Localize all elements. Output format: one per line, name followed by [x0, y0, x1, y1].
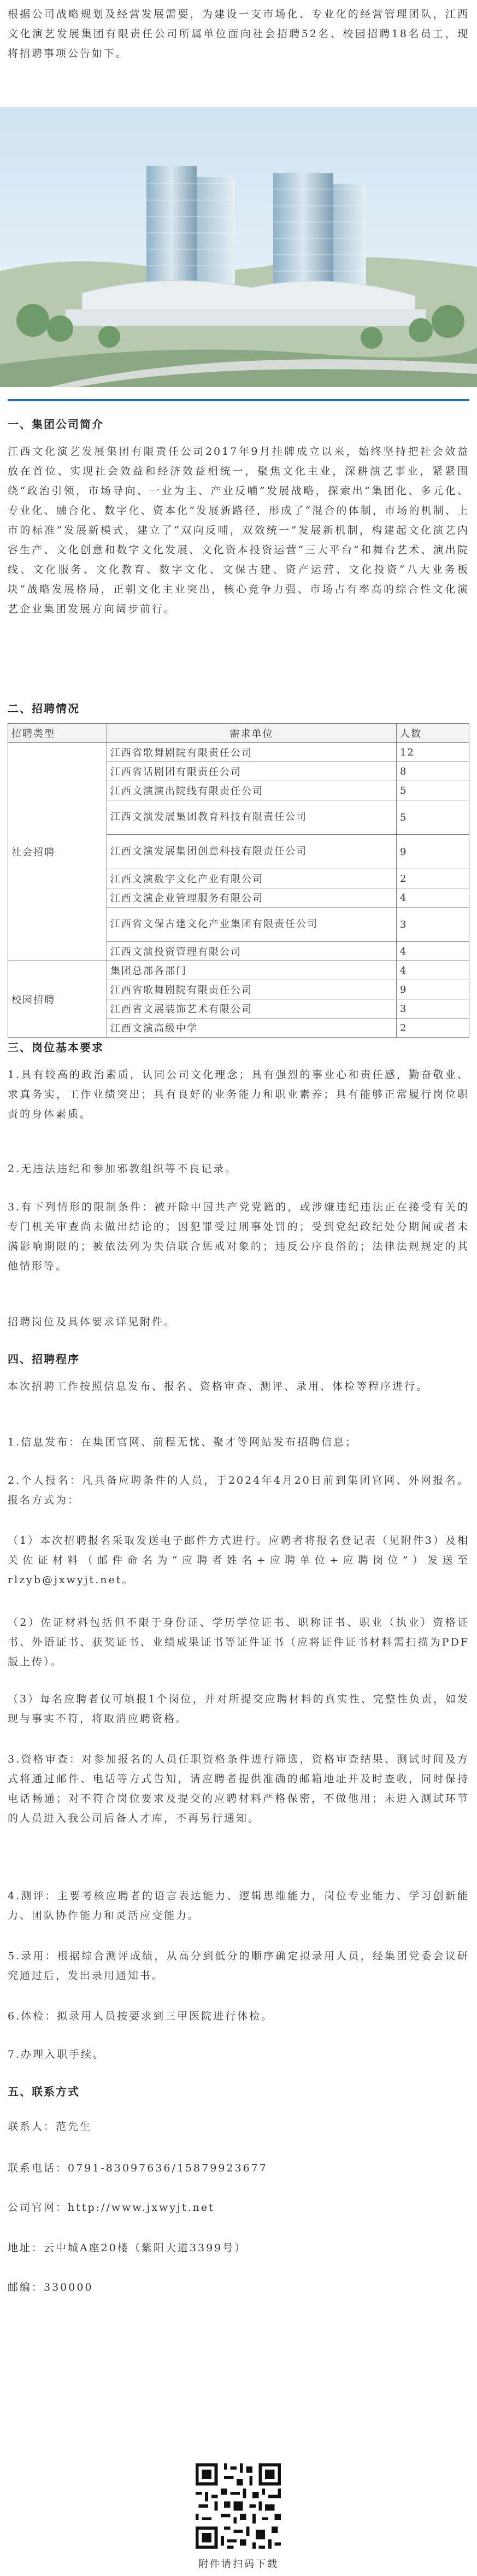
postcode: 邮编：330000 — [8, 2281, 93, 2293]
procedure-step-4: 4.测评：主要考核应聘者的语言表达能力、逻辑思维能力，岗位专业能力、学习创新能力、团队协作能力和灵活应变能力。 — [8, 1890, 469, 1922]
count-cell: 9 — [397, 980, 469, 999]
procedure-intro: 本次招聘工作按照信息发布、报名、资格审查、测评、录用、体检等程序进行。 — [8, 1380, 429, 1392]
table-header-row — [8, 724, 469, 743]
unit-cell: 江西文演企业管理服务有限公司 — [107, 888, 397, 908]
recruit-type-cell: 校园招聘 — [8, 961, 107, 1038]
count-cell: 4 — [397, 942, 469, 961]
unit-cell: 江西文演发展集团创意科技有限责任公司 — [107, 835, 397, 869]
procedure-step-2: 2.个人报名：凡具备应聘条件的人员，于2024年4月20日前到集团官网、外网报名。报名方式为： — [8, 1474, 469, 1506]
contact-person: 联系人：范先生 — [8, 2121, 92, 2133]
count-cell: 5 — [397, 781, 469, 800]
recruit-type-cell: 社会招聘 — [8, 743, 107, 961]
section-divider — [8, 399, 469, 401]
column-header: 人数 — [397, 724, 469, 743]
unit-cell: 江西文演演出院线有限责任公司 — [107, 781, 397, 800]
unit-cell: 江西省文展装饰艺术有限公司 — [107, 999, 397, 1018]
requirement-note: 招聘岗位及具体要求详见附件。 — [8, 1316, 176, 1328]
company-website[interactable]: 公司官网：http://www.jxwyjt.net — [8, 2202, 215, 2214]
table-row — [8, 743, 469, 762]
column-header: 需求单位 — [107, 724, 397, 743]
requirement-3: 3.有下列情形的限制条件：被开除中国共产党党籍的，或涉嫌违纪违法正在接受有关的专门机关审查尚未做出结论的；因犯罪受过刑事处罚的；受到党纪政纪处分期间或者未满影响期限的；被依法列为失信联合惩戒对象的；违反公序良俗的；法律法规规定的其他情形等。 — [8, 1201, 469, 1272]
section-4-heading: 四、招聘程序 — [8, 1353, 80, 1366]
section-1-heading: 一、集团公司简介 — [8, 418, 104, 431]
building-rendering-image — [0, 107, 477, 387]
count-cell: 9 — [397, 835, 469, 869]
count-cell: 3 — [397, 908, 469, 942]
section-3-heading: 三、岗位基本要求 — [8, 1041, 104, 1054]
unit-cell: 江西省文保古建文化产业集团有限责任公司 — [107, 908, 397, 942]
count-cell: 2 — [397, 1018, 469, 1038]
section-1-body: 江西文化演艺发展集团有限责任公司2017年9月挂牌成立以来，始终坚持把社会效益放在首位、实现社会效益和经济效益相统一，聚焦文化主业，深耕演艺事业，紧紧围绕“政治引领，市场导向、一业为主、产业反哺”发展战略，探索出“集团化、多元化、专业化、融合化、数字化、资本化”发展新路径，形成了“混合的体制，市场的机制、上市的标准”发展新模式，建立了“双向反哺，双效统一”发展新机制，构建起文化演艺内容生产、文化创意和数字文化发展、文化资本投资运营“三大平台”和舞台艺术、演出院线、文化服务、文化教育、数字文化、文保古建、资产运营、文化投资“八大业务板块”战略发展格局，正朝文化主业突出，核心竞争力强、市场占有率高的综合性文化演艺企业集团发展方向阔步前行。 — [8, 446, 469, 615]
qr-caption: 附件请扫码下载 — [198, 2559, 279, 2570]
unit-cell: 集团总部各部门 — [107, 961, 397, 980]
procedure-step-3: 3.资格审查：对参加报名的人员任职资格条件进行筛选，资格审查结果、测试时间及方式将通过邮件、电话等方式告知，请应聘者提供准确的邮箱地址并及时查收，同时保持电话畅通；对不符合岗位要求及提交的应聘材料严格保密，不做他用；未进入测试环节的人员进入我公司后备人才库，不再另行通知。 — [8, 1753, 469, 1824]
contact-phone: 联系电话：0791-83097636/15879923677 — [8, 2162, 268, 2174]
unit-cell: 江西文演投资管理有限公司 — [107, 942, 397, 961]
count-cell: 4 — [397, 961, 469, 980]
procedure-step-2-3: （3）每名应聘者仅可填报1个岗位，并对所提交应聘材料的真实性、完整性负责，如发现与事实不符，将取消应聘资格。 — [8, 1693, 469, 1725]
procedure-step-1: 1.信息发布：在集团官网、前程无忧、聚才等网站发布招聘信息； — [8, 1436, 358, 1448]
count-cell: 2 — [397, 869, 469, 888]
count-cell: 12 — [397, 743, 469, 762]
column-header: 招聘类型 — [8, 724, 107, 743]
section-2-heading: 二、招聘情况 — [8, 702, 80, 715]
procedure-step-5: 5.录用：根据综合测评成绩，从高分到低分的顺序确定拟录用人员，经集团党委会议研究通过后，发出录用通知书。 — [8, 1950, 469, 1982]
count-cell: 5 — [397, 800, 469, 835]
requirement-1: 1.具有较高的政治素质，认同公司文化理念；具有强烈的事业心和责任感，勤奋敬业、求真务实，工作业绩突出；具有良好的业务能力和职业素养；具有能够正常履行岗位职责的身体素质。 — [8, 1069, 469, 1120]
table-row — [8, 961, 469, 980]
procedure-step-7: 7.办理入职手续。 — [8, 2048, 105, 2060]
count-cell: 4 — [397, 888, 469, 908]
section-5-heading: 五、联系方式 — [8, 2085, 80, 2098]
unit-cell: 江西省歌舞剧院有限责任公司 — [107, 743, 397, 762]
unit-cell: 江西文演发展集团教育科技有限责任公司 — [107, 800, 397, 835]
intro-paragraph: 根据公司战略规划及经营发展需要，为建设一支市场化、专业化的经营管理团队，江西文化演艺发展集团有限责任公司所属单位面向社会招聘52名、校园招聘18名员工，现将招聘事项公告如下。 — [8, 8, 469, 60]
company-address: 地址：云中城A座20楼（紫阳大道3399号） — [8, 2242, 247, 2254]
unit-cell: 江西文演高级中学 — [107, 1018, 397, 1038]
qr-code-icon[interactable] — [192, 2460, 284, 2552]
recruitment-table — [8, 723, 469, 1038]
unit-cell: 江西省话剧团有限责任公司 — [107, 762, 397, 781]
procedure-step-2-1: （1）本次招聘报名采取发送电子邮件方式进行。应聘者将报名登记表（见附件3）及相关佐证材料（邮件命名为“应聘者姓名+应聘单位+应聘岗位”）发送至rlzyb@jxwyjt.net。 — [8, 1535, 469, 1586]
requirement-2: 2.无违法违纪和参加邪教组织等不良记录。 — [8, 1163, 238, 1175]
unit-cell: 江西省歌舞剧院有限责任公司 — [107, 980, 397, 999]
count-cell: 3 — [397, 999, 469, 1018]
unit-cell: 江西文演数字文化产业有限公司 — [107, 869, 397, 888]
count-cell: 8 — [397, 762, 469, 781]
procedure-step-2-2: （2）佐证材料包括但不限于身份证、学历学位证书、职称证书、职业（执业）资格证书、外语证书、获奖证书、业绩成果证书等证件证书（应将证件证书材料需扫描为PDF版上传）。 — [8, 1617, 469, 1668]
procedure-step-6: 6.体检：拟录用人员按要求到三甲医院进行体检。 — [8, 2010, 274, 2022]
